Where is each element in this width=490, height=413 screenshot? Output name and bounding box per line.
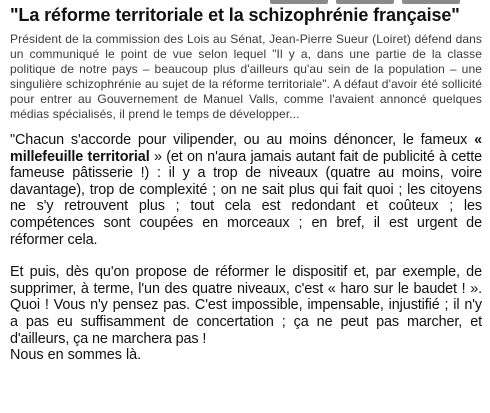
paragraph-spacer xyxy=(10,248,482,264)
nav-tab-1[interactable] xyxy=(270,0,328,4)
nav-tab-3[interactable] xyxy=(402,0,460,4)
nav-tab-2[interactable] xyxy=(336,0,394,4)
article-lead: Président de la commission des Lois au Sénat, Jean-Pierre Sueur (Loiret) défend dans un communiqué le point de vue selon lequel "Il y a, dans une partie de la classe politique de notre pays – beaucoup plus d'ailleurs qu'au sein de la population – une singulière schizophrénie au sujet de la réforme territoriale". A défaut d'avoir été sollicité pour entrer au Gouvernement de Manuel Valls, comme l'avaient annoncé quelques médias spécialisés, il prend le temps de développer... xyxy=(10,32,482,121)
quote-paragraph-2: Et puis, dès qu'on propose de réformer le dispositif et, par exemple, de supprimer, à terme, l'un des quatre niveaux, c'est « haro sur le baudet ! ». Quoi ! Vous n'y pensez pas. C'est impossible, impensable, injustifié ; il n'y a pas eu suffisamment de concertation ; ça ne peut pas marcher, et d'ailleurs, ça ne marchera pas ! xyxy=(10,264,482,347)
quote-p1-end: » (et on n'aura jamais autant fait de publicité à cette fameuse pâtisserie !) : il y a trop de niveaux (quatre au moins, voire davantage), trop de complexité ; on ne sait plus qui fait quoi ; les citoyens ne s'y retrouvent plus ; tout cela est redondant et coûteux ; les compétences sont coupées en morceaux ; en bref, il est urgent de réformer cela. xyxy=(10,148,483,248)
quote-paragraph-3: Nous en sommes là. xyxy=(10,347,142,364)
article-title: "La réforme territoriale et la schizophrénie française" xyxy=(10,5,460,25)
quote-p1-start: "Chacun s'accorde pour vilipender, ou au moins dénoncer, le fameux xyxy=(10,132,475,148)
quote-p1-emphasis: « millefeuille territorial xyxy=(10,132,482,165)
article xyxy=(10,6,482,364)
quote-paragraph-1 xyxy=(10,132,482,248)
